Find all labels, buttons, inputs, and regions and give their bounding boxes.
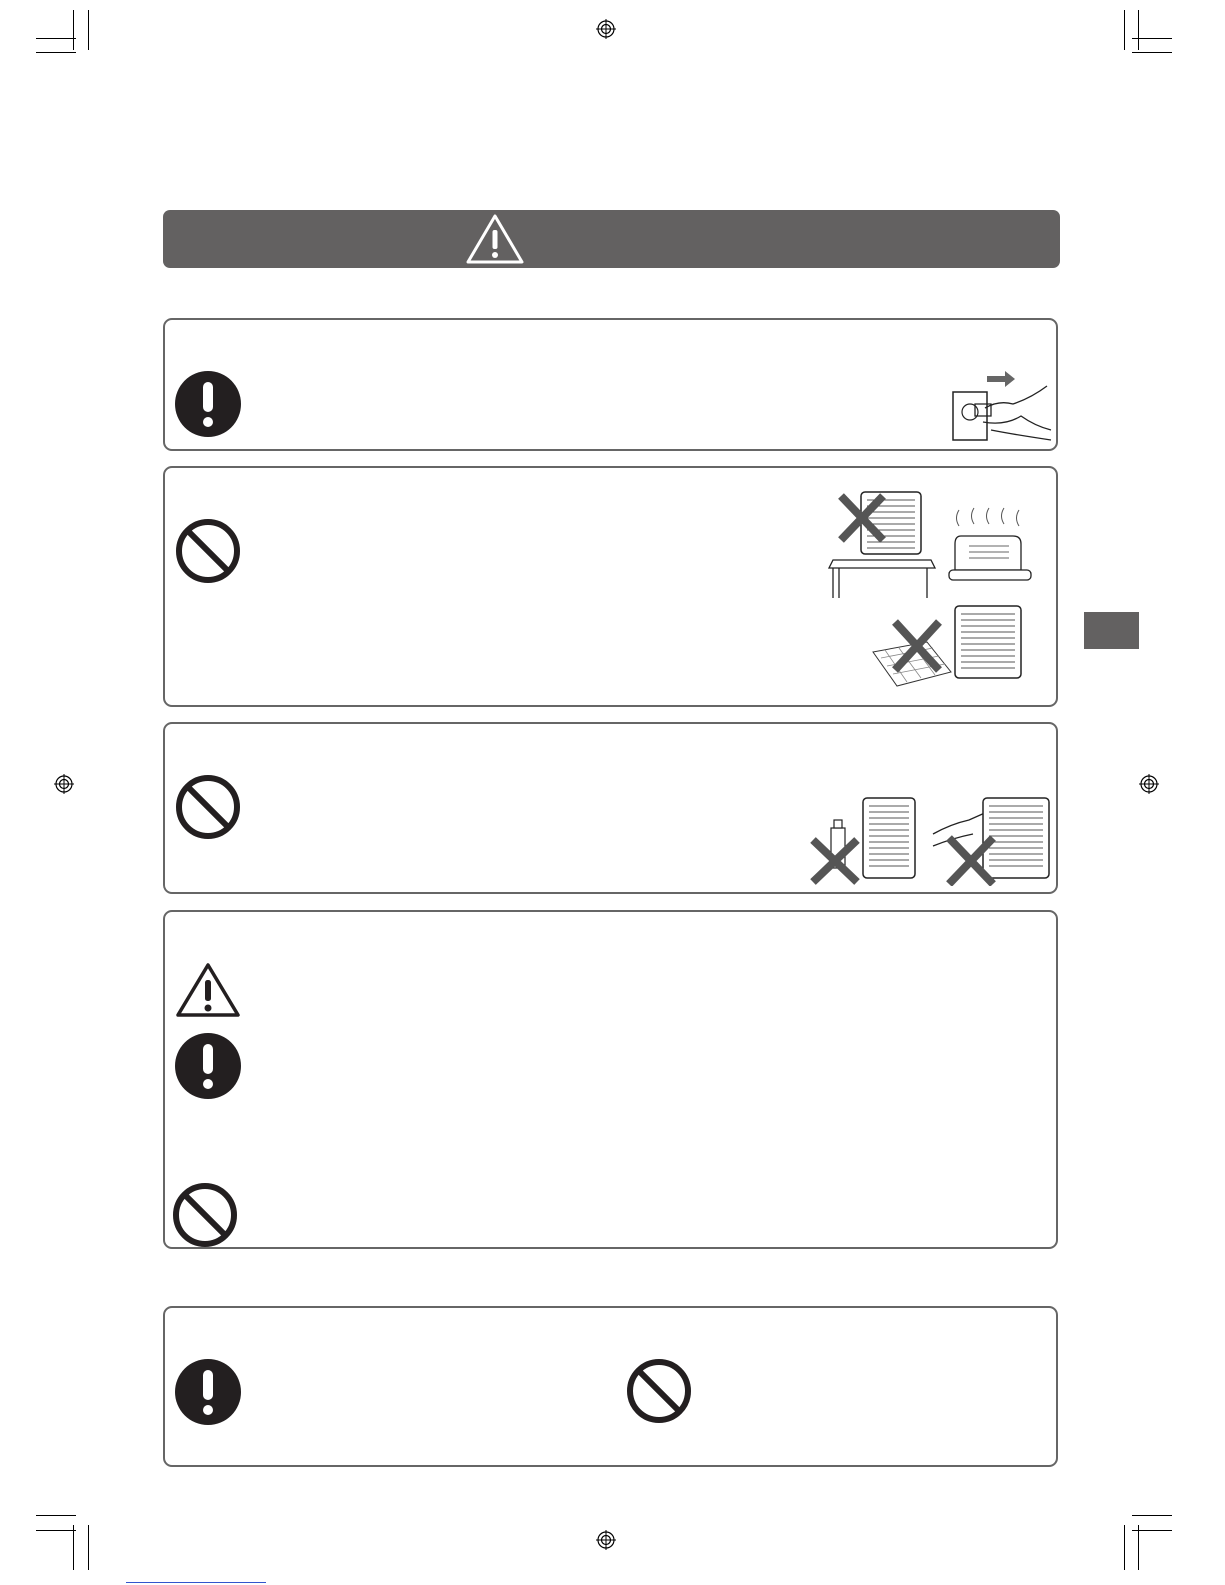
caution-panel-1 xyxy=(163,318,1058,451)
caution-panel-5 xyxy=(163,1306,1058,1467)
crop-mark xyxy=(36,38,76,39)
caution-panel-3 xyxy=(163,722,1058,894)
warning-header-bar xyxy=(163,210,1060,268)
registration-mark-icon xyxy=(54,774,74,794)
crop-mark xyxy=(1124,10,1125,50)
registration-mark-icon xyxy=(596,19,616,39)
crop-mark xyxy=(1138,1525,1139,1570)
caution-panel-2 xyxy=(163,466,1058,707)
section-tab xyxy=(1084,612,1139,649)
crop-mark xyxy=(73,1525,74,1570)
prohibition-circle-icon xyxy=(172,1182,238,1248)
prohibition-circle-icon xyxy=(626,1358,692,1424)
unplug-illustration xyxy=(935,370,1055,445)
warning-triangle-icon xyxy=(175,962,241,1018)
crop-mark xyxy=(36,1515,76,1516)
prohibition-circle-icon xyxy=(175,518,241,584)
crop-mark xyxy=(88,1525,89,1570)
spray-near-unit-illustration xyxy=(807,794,917,886)
crop-mark xyxy=(1124,1525,1125,1570)
crop-mark xyxy=(1138,10,1139,50)
prohibition-circle-icon xyxy=(175,774,241,840)
touching-unit-illustration xyxy=(929,794,1055,886)
caution-panel-4 xyxy=(163,910,1058,1249)
unit-on-table-illustration xyxy=(827,488,939,600)
registration-mark-icon xyxy=(596,1530,616,1550)
crop-mark xyxy=(88,10,89,50)
registration-mark-icon xyxy=(1139,774,1159,794)
crop-mark xyxy=(36,52,76,53)
footer-link-underline xyxy=(126,1582,266,1583)
exclamation-circle-icon xyxy=(174,1032,242,1100)
crop-mark xyxy=(36,1530,76,1531)
warning-title xyxy=(163,210,1060,268)
crop-mark xyxy=(73,10,74,50)
exclamation-circle-icon xyxy=(174,370,242,438)
crop-mark xyxy=(1132,1515,1172,1516)
unit-near-curtain-illustration xyxy=(867,602,1037,702)
crop-mark xyxy=(1132,52,1172,53)
heater-illustration xyxy=(939,506,1039,588)
exclamation-circle-icon xyxy=(174,1358,242,1426)
